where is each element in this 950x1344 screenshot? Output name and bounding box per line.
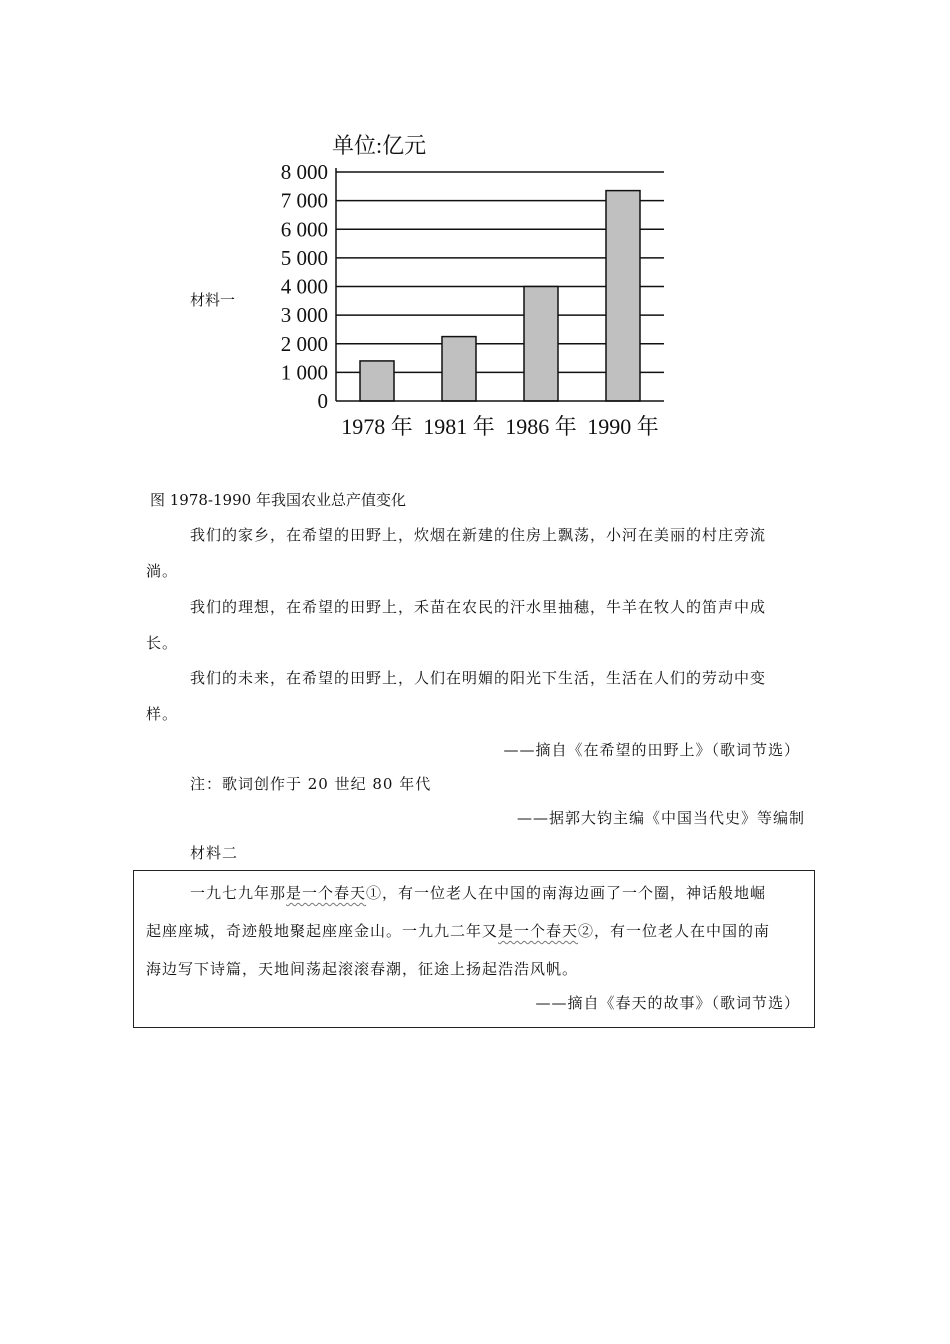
lyrics1-p3-line1: 我们的未来，在希望的田野上，人们在明媚的阳光下生活，生活在人们的劳动中变 bbox=[190, 669, 767, 687]
chart-y-ticks bbox=[281, 160, 328, 413]
chart-unit-label: 单位:亿元 bbox=[332, 133, 427, 158]
y-tick-label: 5 000 bbox=[280, 245, 328, 270]
lyrics2-line2-b: ②，有一位老人在中国的南 bbox=[578, 922, 771, 940]
lyrics2-line1-highlight: 是一个春天 bbox=[286, 884, 367, 902]
lyrics2-line1 bbox=[190, 883, 766, 903]
note-source: ——据郭大钧主编《中国当代史》等编制 bbox=[516, 809, 805, 827]
y-tick-label: 6 000 bbox=[280, 217, 328, 242]
bar bbox=[606, 191, 640, 401]
y-tick-label: 1 000 bbox=[280, 360, 328, 385]
x-tick-label: 1986 年 bbox=[505, 414, 577, 439]
y-tick-label: 7 000 bbox=[280, 188, 328, 213]
x-tick-label: 1990 年 bbox=[587, 414, 659, 439]
lyrics1-p1-line1: 我们的家乡，在希望的田野上，炊烟在新建的住房上飘荡，小河在美丽的村庄旁流 bbox=[190, 526, 767, 544]
y-tick-label: 8 000 bbox=[280, 160, 328, 184]
lyrics1-p1-line2: 淌。 bbox=[146, 562, 179, 580]
lyrics2-source: ——摘自《春天的故事》（歌词节选） bbox=[535, 994, 800, 1012]
chart-bars bbox=[360, 191, 640, 401]
y-tick-label: 0 bbox=[317, 389, 328, 413]
lyrics1-p2-line1: 我们的理想，在希望的田野上，禾苗在农民的汗水里抽穗，牛羊在牧人的笛声中成 bbox=[190, 598, 767, 616]
lyrics2-line2-a: 起座座城，奇迹般地聚起座座金山。一九九二年又 bbox=[146, 922, 499, 940]
y-tick-label: 2 000 bbox=[280, 331, 328, 356]
lyrics2-line2-highlight: 是一个春天 bbox=[498, 922, 579, 940]
x-tick-label: 1978 年 bbox=[341, 414, 413, 439]
y-tick-label: 3 000 bbox=[280, 303, 328, 328]
lyrics2-line2 bbox=[146, 921, 770, 941]
figure-caption: 图 1978-1990 年我国农业总产值变化 bbox=[150, 491, 406, 509]
agriculture-output-chart bbox=[262, 126, 694, 448]
y-tick-label: 4 000 bbox=[280, 274, 328, 299]
lyrics2-line1-a: 一九七九年那 bbox=[190, 884, 287, 902]
note-text: 注：歌词创作于 20 世纪 80 年代 bbox=[190, 775, 432, 793]
bar bbox=[442, 337, 476, 401]
bar bbox=[524, 287, 558, 402]
lyrics1-source: ——摘自《在希望的田野上》（歌词节选） bbox=[503, 741, 800, 759]
bar bbox=[360, 361, 394, 401]
material-two-box bbox=[133, 870, 815, 1028]
material-one-label: 材料一 bbox=[190, 291, 236, 309]
lyrics2-line1-b: ①，有一位老人在中国的南海边画了一个圈，神话般地崛 bbox=[366, 884, 767, 902]
x-tick-label: 1981 年 bbox=[423, 414, 495, 439]
lyrics2-line3: 海边写下诗篇，天地间荡起滚滚春潮，征途上扬起浩浩风帆。 bbox=[146, 960, 579, 978]
lyrics1-p2-line2: 长。 bbox=[146, 634, 179, 652]
lyrics1-p3-line2: 样。 bbox=[146, 705, 179, 723]
material-two-label: 材料二 bbox=[190, 844, 239, 862]
chart-x-ticks bbox=[341, 414, 659, 439]
